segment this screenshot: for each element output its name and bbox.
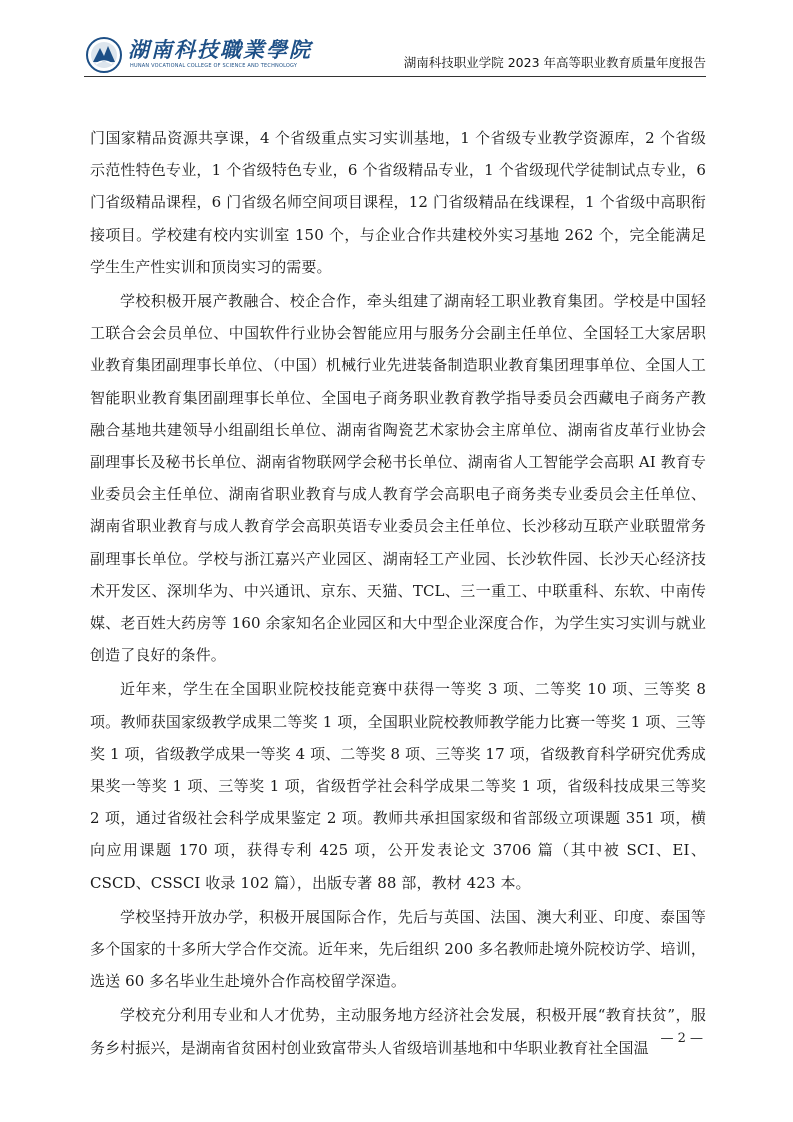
page-number: — 2 — [660, 1031, 703, 1046]
page-header [84, 36, 706, 74]
header-divider [84, 76, 706, 77]
paragraph-2: 学校积极开展产教融合、校企合作，牵头组建了湖南轻工职业教育集团。学校是中国轻工联合会会员单位、中国软件行业协会智能应用与服务分会副主任单位、全国轻工大家居职业教育集团副理事长单位、（中国）机械行业先进装备制造职业教育集团理事单位、全国人工智能职业教育集团副理事长单位、全国电子商务职业教育教学指导委员会西藏电子商务产教融合基地共建领导小组副组长单位、湖南省陶瓷艺术家协会主席单位、湖南省皮革行业协会副理事长及秘书长单位、湖南省物联网学会秘书长单位、湖南省人工智能学会高职 AI 教育专业委员会主任单位、湖南省职业教育与成人教育学会高职电子商务类专业委员会主任单位、湖南省职业教育与成人教育学会高职英语专业委员会主任单位、长沙移动互联产业联盟常务副理事长单位。学校与浙江嘉兴产业园区、湖南轻工产业园、长沙软件园、长沙天心经济技术开发区、深圳华为、中兴通讯、京东、天猫、TCL、三一重工、中联重科、东软、中南传媒、老百姓大药房等 160 余家知名企业园区和大中型企业深度合作，为学生实习实训与就业创造了良好的条件。 [90, 292, 706, 665]
logo-subtitle: HUNAN VOCATIONAL COLLEGE OF SCIENCE AND TECHNOLOGY [130, 63, 298, 69]
paragraph-4: 学校坚持开放办学，积极开展国际合作，先后与英国、法国、澳大利亚、印度、泰国等多个国家的十多所大学合作交流。近年来，先后组织 200 多名教师赴境外院校访学、培训，选送 60 多名毕业生赴境外合作高校留学深造。 [90, 907, 706, 991]
paragraph-5: 学校充分利用专业和人才优势，主动服务地方经济社会发展，积极开展“教育扶贫”，服务乡村振兴，是湖南省贫困村创业致富带头人省级培训基地和中华职业教育社全国温 [90, 1006, 706, 1057]
college-logo-icon [84, 36, 124, 74]
body-text [90, 122, 706, 1064]
paragraph-3: 近年来，学生在全国职业院校技能竞赛中获得一等奖 3 项、二等奖 10 项、三等奖 8 项。教师获国家级教学成果二等奖 1 项，全国职业院校教师教学能力比赛一等奖 1 项、三等奖 1 项，省级教学成果一等奖 4 项、二等奖 8 项、三等奖 17 项，省级教育科学研究优秀成果奖一等奖 1 项、三等奖 1 项，省级哲学社会科学成果二等奖 1 项，省级科技成果三等奖 2 项，通过省级社会科学成果鉴定 2 项。教师共承担国家级和省部级立项课题 351 项，横向应用课题 170 项，获得专利 425 项，公开发表论文 3706 篇（其中被 SCI、EI、CSCD、CSSCI 收录 102 篇），出版专著 88 部，教材 423 本。 [90, 680, 706, 892]
paragraph-1: 门国家精品资源共享课，4 个省级重点实习实训基地，1 个省级专业教学资源库，2 个省级示范性特色专业，1 个省级特色专业，6 个省级精品专业，1 个省级现代学徒制试点专业，6 门省级精品课程，6 门省级名师空间项目课程，12 门省级精品在线课程，1 个省级中高职衔接项目。学校建有校内实训室 150 个，与企业合作共建校外实习基地 262 个，完全能满足学生生产性实训和顶岗实习的需要。 [90, 129, 706, 276]
report-title: 湖南科技职业学院 2023 年高等职业教育质量年度报告 [403, 55, 706, 70]
logo-title: 湖南科技職業學院 [128, 37, 312, 62]
